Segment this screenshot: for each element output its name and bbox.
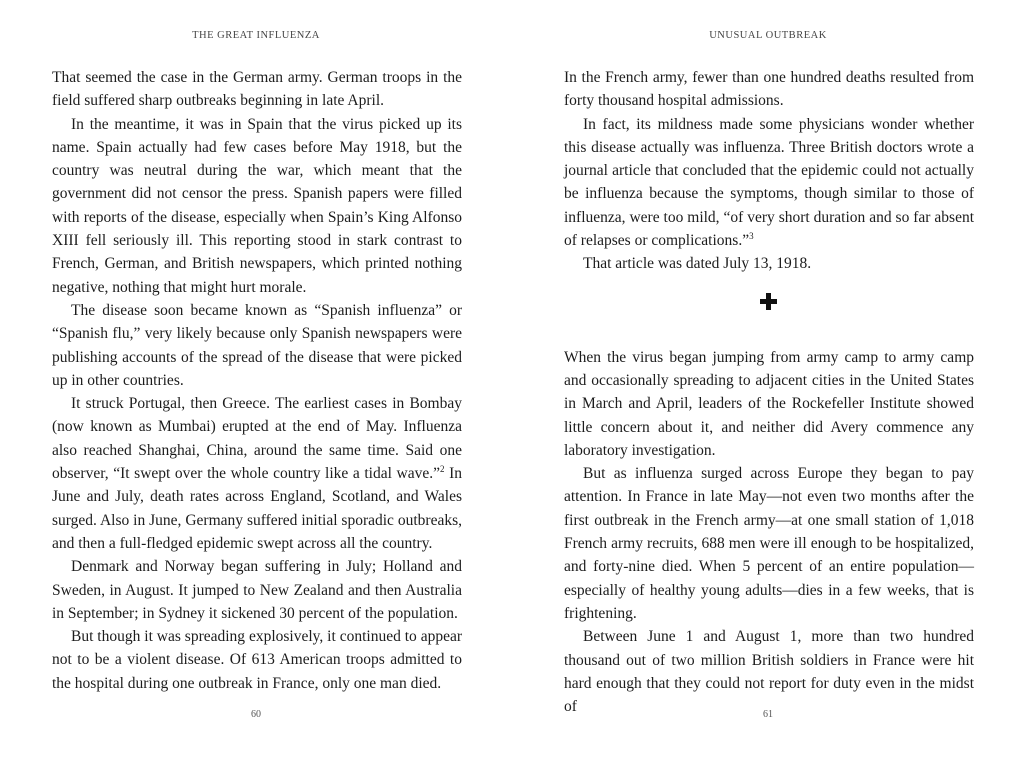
body-text — [564, 66, 974, 718]
body-text — [52, 66, 462, 695]
paragraph: But though it was spreading explosively, it continued to appear not to be a violent disease. Of 613 American troops admitted to the hospital during one outbreak in France, only one man died. — [52, 628, 462, 692]
running-head: UNUSUAL OUTBREAK — [709, 30, 827, 41]
paragraph: That article was dated July 13, 1918. — [583, 255, 812, 273]
paragraph — [564, 113, 974, 253]
paragraph-text: In fact, its mildness made some physicians wonder whether this disease actually was influenza. Three British doctors wrote a journal article that concluded that the epidemic could not actually be influenza because the symptoms, though similar to those of influenza, were too mild, “of very short duration and so far absent of relapses or complications.” — [564, 115, 974, 250]
paragraph — [52, 392, 462, 555]
section-break — [564, 276, 974, 346]
footnote-marker: 3 — [749, 231, 754, 242]
paragraph: The disease soon became known as “Spanish influenza” or “Spanish flu,” very likely because only Spanish newspapers were publishing accounts of the spread of the disease that were picked up in other countries. — [52, 301, 462, 389]
paragraph: But as influenza surged across Europe they began to pay attention. In France in late May—not even two months after the first outbreak in the French army—at one small station of 1,018 French army recruits, 688 men were ill enough to be hospitalized, and forty-nine died. When 5 percent of an entire population—especially of healthy young adults—dies in a few weeks, that is frightening. — [564, 465, 974, 622]
paragraph: Between June 1 and August 1, more than two hundred thousand out of two million British soldiers in France were hit hard enough that they could not report for duty even in the midst of — [564, 628, 974, 716]
paragraph: In the meantime, it was in Spain that the virus picked up its name. Spain actually had few cases before May 1918, but the country was neutral during the war, which meant that the government did not censor the press. Spanish papers were filled with reports of the disease, especially when Spain’s King Alfonso XIII fell seriously ill. This reporting stood in stark contrast to French, German, and British newspapers, which printed nothing negative, nothing that might hurt morale. — [52, 115, 462, 296]
page-number: 60 — [251, 709, 261, 720]
paragraph: That seemed the case in the German army. German troops in the field suffered sharp outbreaks beginning in late April. — [52, 69, 462, 110]
paragraph-text: It struck Portugal, then Greece. The earliest cases in Bombay (now known as Mumbai) erupted at the end of May. Influenza also reached Shanghai, China, around the same time. Said one observer, “It swept over the whole country like a tidal wave.” — [52, 395, 462, 483]
footnote-marker: 2 — [439, 464, 445, 475]
cross-ornament-icon — [760, 293, 777, 310]
paragraph: Denmark and Norway began suffering in July; Holland and Sweden, in August. It jumped to New Zealand and then Australia in September; in Sydney it sickened 30 percent of the population. — [52, 558, 462, 622]
paragraph-text: In June and July, death rates across England, Scotland, and Wales surged. Also in June, Germany suffered initial sporadic outbreaks, and then a full-fledged epidemic swept across all the country. — [52, 465, 462, 552]
paragraph: When the virus began jumping from army camp to army camp and occasionally spreading to adjacent cities in the United States in March and April, leaders of the Rockefeller Institute showed little concern about it, and neither did Avery commence any laboratory investigation. — [564, 348, 974, 459]
right-page — [512, 0, 1024, 768]
running-head: THE GREAT INFLUENZA — [192, 30, 320, 41]
page-number: 61 — [763, 709, 773, 720]
paragraph: In the French army, fewer than one hundred deaths resulted from forty thousand hospital admissions. — [564, 69, 974, 110]
